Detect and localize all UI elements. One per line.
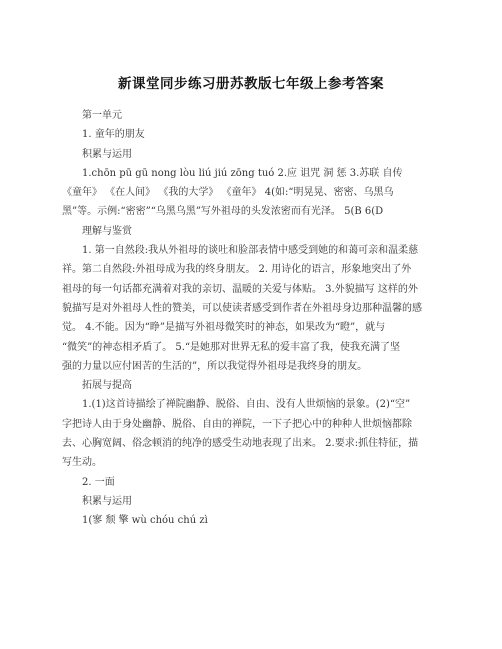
subsection-heading: 积累与运用	[82, 495, 132, 507]
subsection-heading: 理解与鉴赏	[82, 225, 132, 237]
answer-line: 觉。 4.不能。因为“睁”是描写外祖母微笑时的神态，如果改为“瞪”，就与	[62, 322, 386, 334]
document-body	[62, 106, 440, 531]
section-heading: 第一单元	[82, 110, 122, 121]
answer-line: 写生动。	[62, 457, 102, 469]
answer-line: 字把诗人由于身处幽静、脱俗、自由的禅院，一下子把心中的种种人世烦恼都除	[62, 418, 412, 430]
answer-line: 去、心胸宽阔、俗念顿消的纯净的感受生动地表现了出来。 2.要求:抓住特征，描	[62, 438, 419, 450]
lesson-heading: 1. 童年的朋友	[82, 129, 145, 141]
lesson-heading: 2. 一面	[82, 476, 115, 488]
answer-line: 《童年》 《在人间》 《我的大学》 《童年》 4(如:“明晃晃、密密、乌黑乌	[62, 187, 394, 199]
answer-line: “微笑”的神态相矛盾了。 5.“是她那对世界无私的爱丰富了我，使我充满了坚	[62, 341, 401, 353]
answer-line: 黑”等。示例:“密密”“乌黑乌黑”写外祖母的头发浓密而有光泽。 5(B 6(D	[62, 206, 384, 218]
answer-line: 1(寥 颓 擎 wù chóu chú zì	[82, 515, 208, 527]
answer-line: 1.(1)这首诗描绘了禅院幽静、脱俗、自由、没有人世烦恼的景象。(2)“空”	[82, 399, 411, 411]
answer-line: 祖母的每一句话都充满着对我的亲切、温暖的关爱与体贴。 3.外貌描写 这样的外	[62, 283, 418, 295]
answer-line: 貌描写是对外祖母人性的赞美，可以使读者感受到作者在外祖母身边那种温馨的感	[62, 302, 422, 314]
document-title: 新课堂同步练习册苏教版七年级上参考答案	[118, 76, 384, 92]
subsection-heading: 积累与运用	[82, 148, 132, 160]
subsection-heading: 拓展与提高	[82, 380, 132, 392]
answer-line: 强的力量以应付困苦的生活的”，所以我觉得外祖母是我终身的朋友。	[62, 360, 368, 372]
answer-line: 1.chōn pū gū nong lòu liú jiú zōng tuó 2.应 诅咒 洞 惩 3.苏联 自传	[82, 167, 403, 179]
answer-line: 1. 第一自然段:我从外祖母的谈吐和脸部表情中感受到她的和蔼可亲和温柔慈	[82, 245, 419, 257]
answer-line: 祥。第二自然段:外祖母成为我的终身朋友。 2. 用诗化的语言，形象地突出了外	[62, 264, 412, 276]
